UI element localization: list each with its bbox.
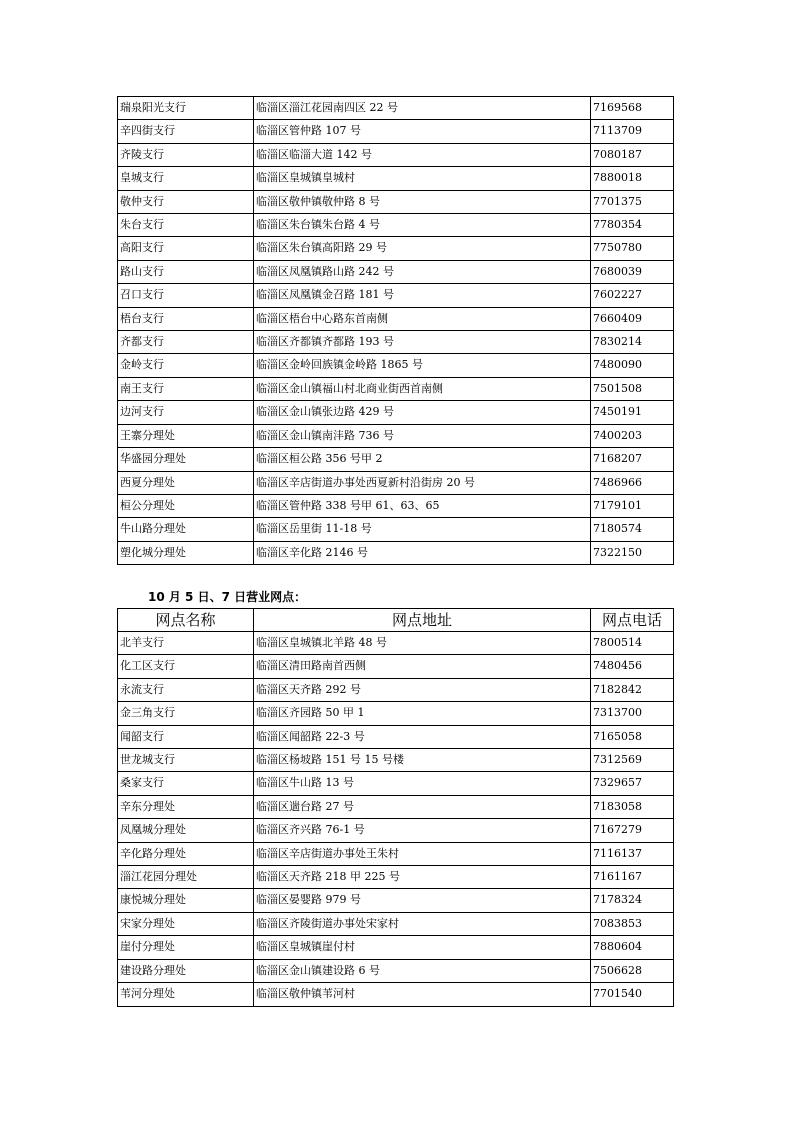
branch-name-cell: 召口支行	[118, 284, 254, 307]
branch-name-cell: 金三角支行	[118, 702, 254, 725]
branch-phone-cell: 7178324	[591, 889, 674, 912]
table-row	[118, 889, 674, 912]
branch-address-cell: 临淄区皇城镇北羊路 48 号	[254, 632, 591, 655]
branch-name-cell: 凤凰城分理处	[118, 819, 254, 842]
branch-phone-cell: 7800514	[591, 632, 674, 655]
branch-table-2-body	[118, 632, 674, 1007]
branch-address-cell: 临淄区辛化路 2146 号	[254, 541, 591, 564]
table-row	[118, 143, 674, 166]
branch-address-cell: 临淄区淄江花园南四区 22 号	[254, 97, 591, 120]
branch-name-cell: 齐陵支行	[118, 143, 254, 166]
table-row	[118, 190, 674, 213]
table-row	[118, 518, 674, 541]
branch-phone-cell: 7329657	[591, 772, 674, 795]
branch-name-cell: 闻韶支行	[118, 725, 254, 748]
branch-address-cell: 临淄区管仲路 107 号	[254, 120, 591, 143]
branch-name-cell: 华盛园分理处	[118, 448, 254, 471]
branch-name-cell: 齐都支行	[118, 331, 254, 354]
branch-phone-cell: 7780354	[591, 214, 674, 237]
branch-name-cell: 北羊支行	[118, 632, 254, 655]
header-branch-name: 网点名称	[118, 609, 254, 632]
branch-phone-cell: 7400203	[591, 424, 674, 447]
branch-address-cell: 临淄区朱台镇高阳路 29 号	[254, 237, 591, 260]
branch-address-cell: 临淄区梧台中心路东首南侧	[254, 307, 591, 330]
branch-name-cell: 梧台支行	[118, 307, 254, 330]
table-row	[118, 120, 674, 143]
branch-phone-cell: 7480090	[591, 354, 674, 377]
branch-name-cell: 崖付分理处	[118, 936, 254, 959]
branch-table-1	[117, 96, 674, 565]
branch-phone-cell: 7169568	[591, 97, 674, 120]
branch-phone-cell: 7083853	[591, 912, 674, 935]
branch-address-cell: 临淄区临淄大道 142 号	[254, 143, 591, 166]
branch-name-cell: 辛四街支行	[118, 120, 254, 143]
table-row	[118, 702, 674, 725]
branch-phone-cell: 7116137	[591, 842, 674, 865]
branch-name-cell: 辛化路分理处	[118, 842, 254, 865]
table-row	[118, 354, 674, 377]
table-row	[118, 632, 674, 655]
branch-phone-cell: 7313700	[591, 702, 674, 725]
branch-phone-cell: 7183058	[591, 795, 674, 818]
table-row	[118, 678, 674, 701]
table-row	[118, 307, 674, 330]
branch-address-cell: 临淄区桓公路 356 号甲 2	[254, 448, 591, 471]
branch-phone-cell: 7165058	[591, 725, 674, 748]
branch-address-cell: 临淄区岳里街 11-18 号	[254, 518, 591, 541]
branch-name-cell: 瑞泉阳光支行	[118, 97, 254, 120]
branch-name-cell: 化工区支行	[118, 655, 254, 678]
table-row	[118, 284, 674, 307]
branch-address-cell: 临淄区朱台镇朱台路 4 号	[254, 214, 591, 237]
table-row	[118, 237, 674, 260]
branch-name-cell: 边河支行	[118, 401, 254, 424]
branch-name-cell: 辛东分理处	[118, 795, 254, 818]
table-row	[118, 260, 674, 283]
branch-address-cell: 临淄区金岭回族镇金岭路 1865 号	[254, 354, 591, 377]
table-header-row	[118, 609, 674, 632]
table-row	[118, 424, 674, 447]
branch-address-cell: 临淄区金山镇南沣路 736 号	[254, 424, 591, 447]
branch-address-cell: 临淄区晏婴路 979 号	[254, 889, 591, 912]
table-row	[118, 97, 674, 120]
branch-phone-cell: 7506628	[591, 959, 674, 982]
table-row	[118, 959, 674, 982]
branch-address-cell: 临淄区齐兴路 76-1 号	[254, 819, 591, 842]
branch-address-cell: 临淄区牛山路 13 号	[254, 772, 591, 795]
branch-address-cell: 临淄区金山镇福山村北商业街西首南侧	[254, 377, 591, 400]
table-row	[118, 983, 674, 1006]
branch-name-cell: 宋家分理处	[118, 912, 254, 935]
branch-name-cell: 世龙城支行	[118, 749, 254, 772]
branch-phone-cell: 7480456	[591, 655, 674, 678]
branch-name-cell: 康悦城分理处	[118, 889, 254, 912]
branch-table-1-body	[118, 97, 674, 565]
branch-name-cell: 建设路分理处	[118, 959, 254, 982]
branch-phone-cell: 7113709	[591, 120, 674, 143]
branch-phone-cell: 7660409	[591, 307, 674, 330]
branch-name-cell: 朱台支行	[118, 214, 254, 237]
branch-address-cell: 临淄区齐陵街道办事处宋家村	[254, 912, 591, 935]
branch-phone-cell: 7312569	[591, 749, 674, 772]
table-row	[118, 842, 674, 865]
table-row	[118, 749, 674, 772]
branch-name-cell: 王寨分理处	[118, 424, 254, 447]
branch-phone-cell: 7880018	[591, 167, 674, 190]
branch-address-cell: 临淄区遄台路 27 号	[254, 795, 591, 818]
branch-phone-cell: 7880604	[591, 936, 674, 959]
table-row	[118, 655, 674, 678]
branch-name-cell: 塑化城分理处	[118, 541, 254, 564]
branch-name-cell: 金岭支行	[118, 354, 254, 377]
branch-name-cell: 西夏分理处	[118, 471, 254, 494]
branch-phone-cell: 7701375	[591, 190, 674, 213]
branch-name-cell: 高阳支行	[118, 237, 254, 260]
branch-address-cell: 临淄区辛店街道办事处王朱村	[254, 842, 591, 865]
branch-address-cell: 临淄区敬仲镇敬仲路 8 号	[254, 190, 591, 213]
branch-phone-cell: 7322150	[591, 541, 674, 564]
branch-name-cell: 皇城支行	[118, 167, 254, 190]
branch-phone-cell: 7830214	[591, 331, 674, 354]
table-row	[118, 214, 674, 237]
branch-phone-cell: 7701540	[591, 983, 674, 1006]
table-row	[118, 866, 674, 889]
branch-address-cell: 临淄区辛店街道办事处西夏新村沿街房 20 号	[254, 471, 591, 494]
branch-phone-cell: 7486966	[591, 471, 674, 494]
branch-phone-cell: 7750780	[591, 237, 674, 260]
branch-address-cell: 临淄区管仲路 338 号甲 61、63、65	[254, 494, 591, 517]
branch-name-cell: 路山支行	[118, 260, 254, 283]
branch-phone-cell: 7168207	[591, 448, 674, 471]
table-row	[118, 541, 674, 564]
table-row	[118, 725, 674, 748]
branch-address-cell: 临淄区齐都镇齐都路 193 号	[254, 331, 591, 354]
header-branch-phone: 网点电话	[591, 609, 674, 632]
branch-phone-cell: 7602227	[591, 284, 674, 307]
branch-address-cell: 临淄区金山镇张边路 429 号	[254, 401, 591, 424]
branch-name-cell: 淄江花园分理处	[118, 866, 254, 889]
branch-address-cell: 临淄区天齐路 218 甲 225 号	[254, 866, 591, 889]
branch-address-cell: 临淄区齐园路 50 甲 1	[254, 702, 591, 725]
branch-phone-cell: 7182842	[591, 678, 674, 701]
branch-table-2	[117, 608, 674, 1007]
branch-phone-cell: 7450191	[591, 401, 674, 424]
branch-phone-cell: 7161167	[591, 866, 674, 889]
branch-name-cell: 桓公分理处	[118, 494, 254, 517]
table-row	[118, 471, 674, 494]
table-row	[118, 819, 674, 842]
branch-name-cell: 南王支行	[118, 377, 254, 400]
branch-address-cell: 临淄区凤凰镇路山路 242 号	[254, 260, 591, 283]
branch-name-cell: 苇河分理处	[118, 983, 254, 1006]
table-row	[118, 912, 674, 935]
branch-phone-cell: 7167279	[591, 819, 674, 842]
table-row	[118, 772, 674, 795]
branch-address-cell: 临淄区皇城镇皇城村	[254, 167, 591, 190]
branch-phone-cell: 7080187	[591, 143, 674, 166]
table-row	[118, 795, 674, 818]
branch-address-cell: 临淄区天齐路 292 号	[254, 678, 591, 701]
branch-phone-cell: 7180574	[591, 518, 674, 541]
branch-phone-cell: 7179101	[591, 494, 674, 517]
branch-address-cell: 临淄区清田路南首西侧	[254, 655, 591, 678]
table-row	[118, 494, 674, 517]
branch-name-cell: 敬仲支行	[118, 190, 254, 213]
branch-phone-cell: 7501508	[591, 377, 674, 400]
branch-address-cell: 临淄区金山镇建设路 6 号	[254, 959, 591, 982]
table-row	[118, 401, 674, 424]
branch-address-cell: 临淄区皇城镇崖付村	[254, 936, 591, 959]
table-row	[118, 377, 674, 400]
branch-phone-cell: 7680039	[591, 260, 674, 283]
section-title: 10 月 5 日、7 日营业网点：	[148, 590, 307, 604]
table-row	[118, 167, 674, 190]
branch-name-cell: 牛山路分理处	[118, 518, 254, 541]
header-branch-address: 网点地址	[254, 609, 591, 632]
branch-address-cell: 临淄区凤凰镇金召路 181 号	[254, 284, 591, 307]
branch-address-cell: 临淄区敬仲镇苇河村	[254, 983, 591, 1006]
branch-address-cell: 临淄区杨坡路 151 号 15 号楼	[254, 749, 591, 772]
table-row	[118, 331, 674, 354]
table-row	[118, 936, 674, 959]
branch-name-cell: 桑家支行	[118, 772, 254, 795]
branch-address-cell: 临淄区闻韶路 22-3 号	[254, 725, 591, 748]
table-row	[118, 448, 674, 471]
branch-name-cell: 永流支行	[118, 678, 254, 701]
